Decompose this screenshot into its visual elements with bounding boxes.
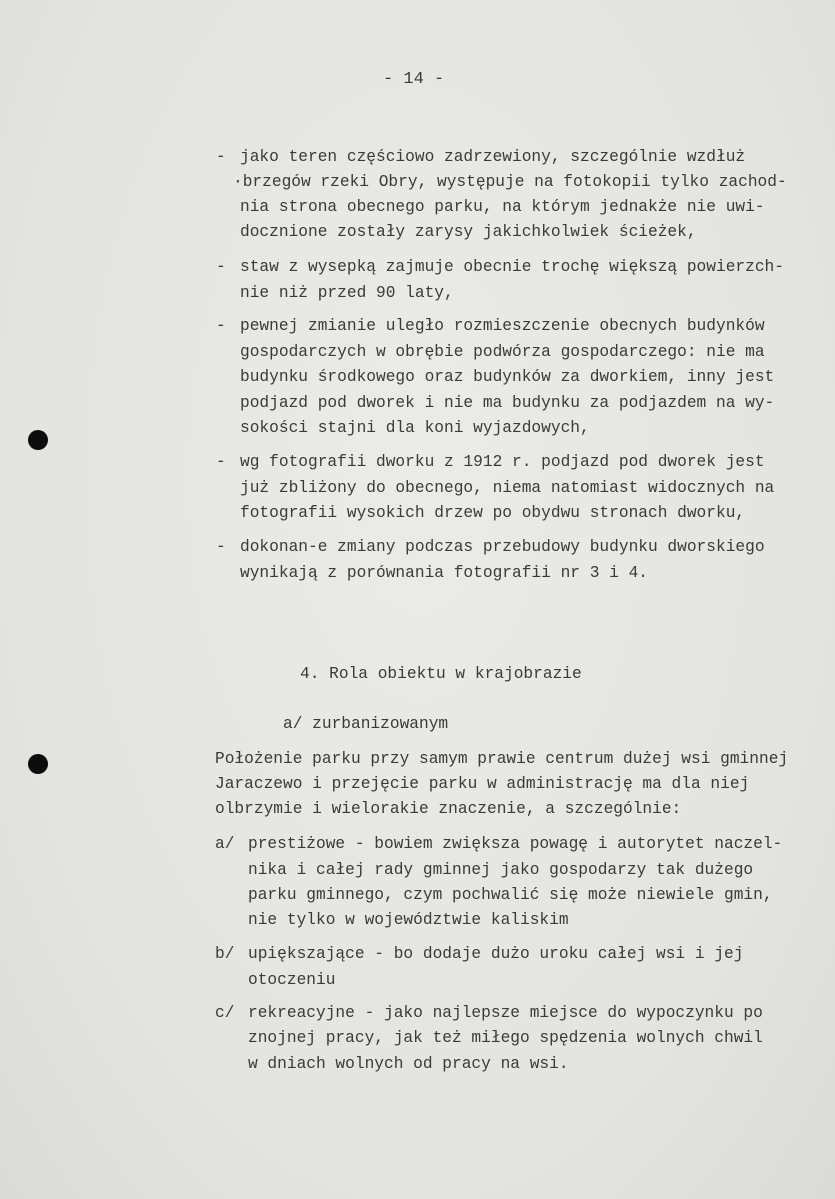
subheading: a/ zurbanizowanym xyxy=(283,715,449,733)
text-line: fotografii wysokich drzew po obydwu stronach dworku, xyxy=(240,504,746,522)
text-line: nie niż przed 90 laty, xyxy=(240,284,454,302)
bullet-marker: - xyxy=(216,258,226,276)
text-line: w dniach wolnych od pracy na wsi. xyxy=(248,1055,569,1073)
text-line: upiększające - bo dodaje dużo uroku całej wsi i jej xyxy=(248,945,744,963)
text-line: jako teren częściowo zadrzewiony, szczególnie wzdłuż xyxy=(240,148,746,166)
punch-hole-top xyxy=(28,430,48,450)
text-line: gospodarczych w obrębie podwórza gospodarczego: nie ma xyxy=(240,343,765,361)
paragraph-line: Położenie parku przy samym prawie centrum dużej wsi gminnej xyxy=(215,750,789,768)
text-line: nika i całej rady gminnej jako gospodarzy tak dużego xyxy=(248,861,754,879)
text-line: podjazd pod dworek i nie ma budynku za podjazdem na wy- xyxy=(240,394,775,412)
paragraph-line: olbrzymie i wielorakie znaczenie, a szczególnie: xyxy=(215,800,682,818)
paragraph-line: Jaraczewo i przejęcie parku w administrację ma dla niej xyxy=(215,775,750,793)
list-marker: c/ xyxy=(215,1004,235,1022)
punch-hole-bottom xyxy=(28,754,48,774)
bullet-marker: - xyxy=(216,453,226,471)
bullet-marker: - xyxy=(216,538,226,556)
section-heading: 4. Rola obiektu w krajobrazie xyxy=(300,665,582,683)
bullet-marker: - xyxy=(216,148,226,166)
text-line: pewnej zmianie uległo rozmieszczenie obecnych budynków xyxy=(240,317,765,335)
list-marker: a/ xyxy=(215,835,235,853)
text-line: prestiżowe - bowiem zwiększa powagę i autorytet naczel- xyxy=(248,835,783,853)
text-line: już zbliżony do obecnego, niema natomiast widocznych na xyxy=(240,479,775,497)
text-line: dokonan-e zmiany podczas przebudowy budynku dworskiego xyxy=(240,538,765,556)
text-line: wynikają z porównania fotografii nr 3 i 4. xyxy=(240,564,648,582)
text-line: sokości stajni dla koni wyjazdowych, xyxy=(240,419,590,437)
text-line: parku gminnego, czym pochwalić się może niewiele gmin, xyxy=(248,886,773,904)
text-line: nie tylko w województwie kaliskim xyxy=(248,911,569,929)
text-line: rekreacyjne - jako najlepsze miejsce do wypoczynku po xyxy=(248,1004,763,1022)
text-line: staw z wysepką zajmuje obecnie trochę większą powierzch- xyxy=(240,258,784,276)
text-line: nia strona obecnego parku, na którym jednakże nie uwi- xyxy=(240,198,765,216)
text-line: otoczeniu xyxy=(248,971,336,989)
bullet-marker: - xyxy=(216,317,226,335)
text-line: ·brzegów rzeki Obry, występuje na fotokopii tylko zachod- xyxy=(233,173,787,191)
text-line: docznione zostały zarysy jakichkolwiek ścieżek, xyxy=(240,223,697,241)
list-marker: b/ xyxy=(215,945,235,963)
text-line: znojnej pracy, jak też miłego spędzenia wolnych chwil xyxy=(248,1029,763,1047)
page-number: - 14 - xyxy=(383,70,445,89)
text-line: budynku środkowego oraz budynków za dworkiem, inny jest xyxy=(240,368,775,386)
text-line: wg fotografii dworku z 1912 r. podjazd pod dworek jest xyxy=(240,453,765,471)
